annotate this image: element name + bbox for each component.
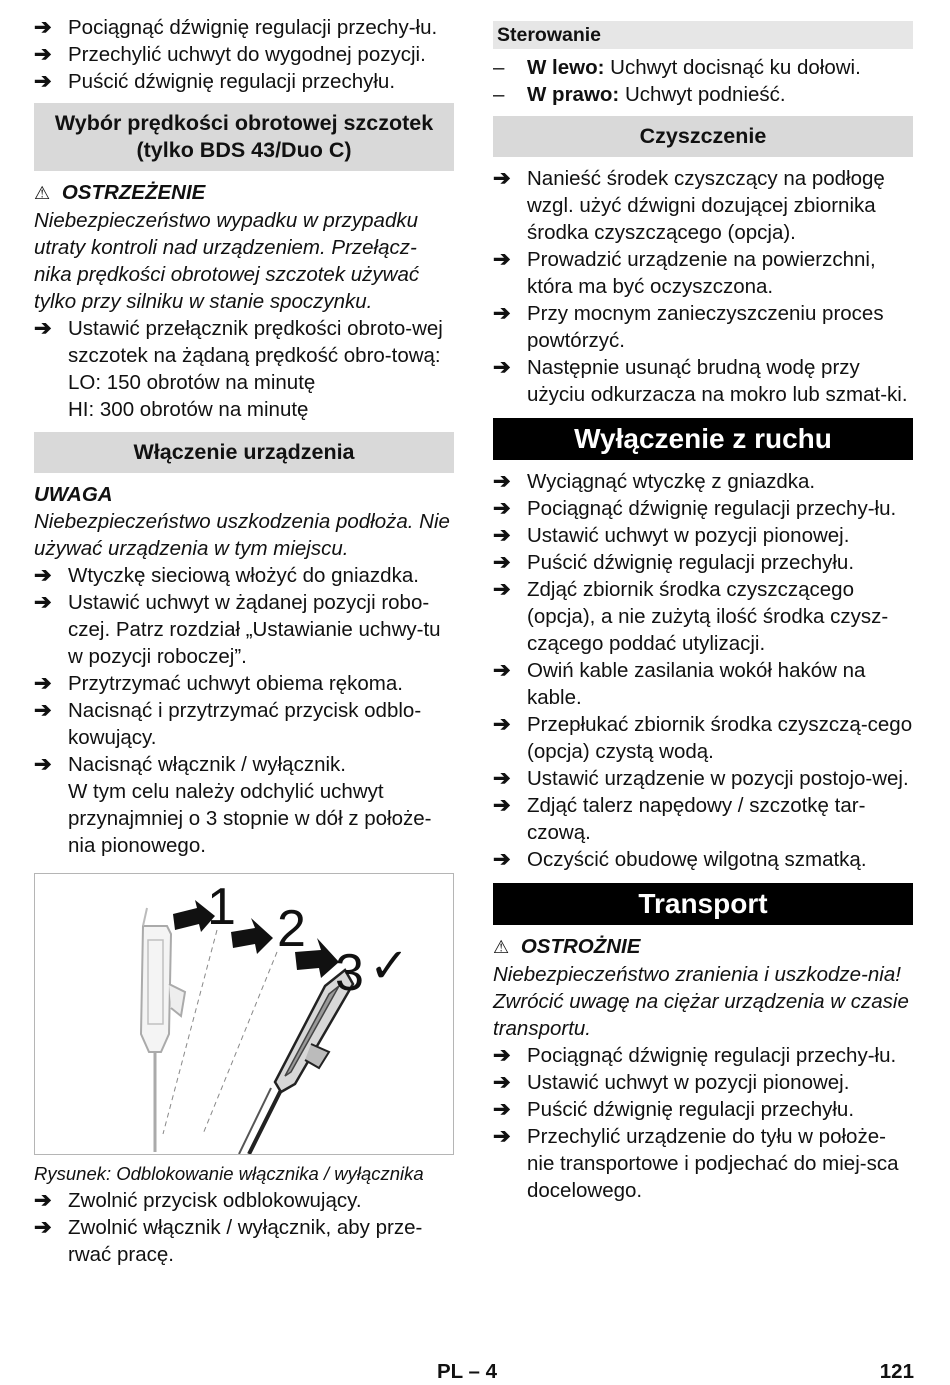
list-item <box>493 468 913 495</box>
step-label-3: 3 <box>335 944 364 1002</box>
warning-title-text: OSTROŻNIE <box>520 935 641 958</box>
list-item-text: Pociągnąć dźwignię regulacji przechy-łu. <box>527 497 897 520</box>
steering-text: Uchwyt docisnąć ku dołowi. <box>604 56 861 79</box>
speed-lo: LO: 150 obrotów na minutę <box>68 371 316 394</box>
list-item <box>34 1187 454 1214</box>
arrow-icon: ➔ <box>34 1189 52 1212</box>
list-item <box>34 315 454 369</box>
arrow-icon: ➔ <box>493 248 511 271</box>
warning-title <box>34 179 454 207</box>
arrow-icon: ➔ <box>493 1125 511 1148</box>
step-label-2: 2 <box>277 900 306 958</box>
steering-direction: W prawo: <box>527 83 620 106</box>
list-item-text: Ustawić uchwyt w pozycji pionowej. <box>527 1071 850 1094</box>
list-item <box>34 41 454 68</box>
dash-icon: – <box>493 83 505 106</box>
arrow-icon: ➔ <box>34 43 52 66</box>
footer-section: PL – 4 <box>437 1360 498 1383</box>
figure-handle-unlock <box>34 873 454 1155</box>
speed-section-heading: Wybór prędkości obrotowej szczotek (tylko BDS 43/Duo C) <box>34 103 454 171</box>
arrow-icon: ➔ <box>493 794 511 817</box>
left-column <box>34 14 454 1268</box>
list-item-text: Puścić dźwignię regulacji przechyłu. <box>527 1098 855 1121</box>
list-item <box>493 1042 913 1069</box>
cleaning-heading: Czyszczenie <box>493 116 913 157</box>
list-item <box>493 246 913 300</box>
dash-icon: – <box>493 56 505 79</box>
shutdown-heading: Wyłączenie z ruchu <box>493 418 913 460</box>
warning-title-text: OSTRZEŻENIE <box>61 181 206 204</box>
list-item <box>493 354 913 408</box>
handle-illustration <box>35 874 453 1154</box>
arrow-icon: ➔ <box>493 302 511 325</box>
extra-text: W tym celu należy odchylić uchwyt przynajmniej o 3 stopnie w dół z położe-nia pionowego. <box>68 780 432 857</box>
list-item <box>34 670 454 697</box>
arrow-icon: ➔ <box>493 767 511 790</box>
arrow-icon: ➔ <box>34 753 52 776</box>
arrow-icon: ➔ <box>34 16 52 39</box>
list-item <box>493 576 913 657</box>
arrow-icon: ➔ <box>34 70 52 93</box>
note-title: UWAGA <box>34 483 113 506</box>
list-item-text: Zdjąć zbiornik środka czyszczącego (opcja), a nie zużytą ilość środka czysz-czącego poddać utylizacji. <box>527 578 889 655</box>
list-item-text: Następnie usunąć brudną wodę przy użyciu odkurzacza na mokro lub szmat-ki. <box>527 356 908 406</box>
step-arrow-2 <box>231 918 273 954</box>
step-label-1: 1 <box>207 878 236 936</box>
arrow-icon: ➔ <box>34 699 52 722</box>
list-item-text: Zwolnić przycisk odblokowujący. <box>68 1189 362 1212</box>
list-item-text: Wyciągnąć wtyczkę z gniazdka. <box>527 470 816 493</box>
warning-title <box>493 933 913 961</box>
arrow-icon: ➔ <box>493 356 511 379</box>
arrow-icon: ➔ <box>34 1216 52 1239</box>
list-item-text: Nacisnąć włącznik / wyłącznik. <box>68 753 346 776</box>
list-item <box>493 165 913 246</box>
list-item <box>34 562 454 589</box>
warning-icon: ⚠ <box>493 937 510 957</box>
list-item-text: Przepłukać zbiornik środka czyszczą-cego (opcja) czystą wodą. <box>527 713 913 763</box>
start-section-heading: Włączenie urządzenia <box>34 432 454 473</box>
list-item <box>493 765 913 792</box>
list-item-text: Nanieść środek czyszczący na podłogę wzgl. użyć dźwigni dozującej zbiornika środka czyszczącego (opcja). <box>527 167 885 244</box>
list-item-text: Przy mocnym zanieczyszczeniu proces powtórzyć. <box>527 302 884 352</box>
arrow-icon: ➔ <box>493 1044 511 1067</box>
list-item <box>493 1096 913 1123</box>
check-icon: ✓ <box>369 938 410 994</box>
list-item <box>493 1123 913 1204</box>
arrow-icon: ➔ <box>493 470 511 493</box>
steering-direction: W lewo: <box>527 56 605 79</box>
arrow-icon: ➔ <box>34 591 52 614</box>
arrow-icon: ➔ <box>34 317 52 340</box>
list-item-text: Przechylić urządzenie do tyłu w położe-nie transportowe i podjechać do miej-sca docelowego. <box>527 1125 899 1202</box>
transport-heading: Transport <box>493 883 913 925</box>
list-item <box>34 1214 454 1268</box>
list-item-text: Pociągnąć dźwignię regulacji przechy-łu. <box>68 16 438 39</box>
list-item-text: Zdjąć talerz napędowy / szczotkę tar-czową. <box>527 794 866 844</box>
arrow-icon: ➔ <box>493 659 511 682</box>
list-item <box>493 657 913 711</box>
top-list <box>34 14 454 95</box>
list-item-text: Ustawić przełącznik prędkości obroto-wej szczotek na żądaną prędkość obro-tową: <box>68 317 443 367</box>
list-item-text: Prowadzić urządzenie na powierzchni, która ma być oczyszczona. <box>527 248 876 298</box>
list-item-text: Wtyczkę sieciową włożyć do gniazdka. <box>68 564 419 587</box>
list-item <box>493 522 913 549</box>
arrow-icon: ➔ <box>493 578 511 601</box>
list-item-text: Nacisnąć i przytrzymać przycisk odblo-kowujący. <box>68 699 422 749</box>
right-column <box>493 21 913 1204</box>
warning-text: Niebezpieczeństwo zranienia i uszkodze-nia! Zwrócić uwagę na ciężar urządzenia w czasie transportu. <box>493 963 909 1040</box>
list-item-text: Pociągnąć dźwignię regulacji przechy-łu. <box>527 1044 897 1067</box>
arrow-icon: ➔ <box>493 551 511 574</box>
list-item <box>493 846 913 873</box>
arrow-icon: ➔ <box>493 524 511 547</box>
warning-text: Niebezpieczeństwo wypadku w przypadku utraty kontroli nad urządzeniem. Przełącz-nika prędkości obrotowej szczotek używać tylko przy silniku w stanie spoczynku. <box>34 209 420 313</box>
list-item <box>493 300 913 354</box>
arrow-icon: ➔ <box>493 713 511 736</box>
list-item-text: Oczyścić obudowę wilgotną szmatką. <box>527 848 867 871</box>
steering-item <box>493 81 913 108</box>
speed-hi: HI: 300 obrotów na minutę <box>68 398 309 421</box>
list-item-text: Ustawić uchwyt w żądanej pozycji robo-czej. Patrz rozdział „Ustawianie uchwy-tu w pozycji roboczej”. <box>68 591 441 668</box>
arrow-icon: ➔ <box>493 1098 511 1121</box>
list-item <box>493 549 913 576</box>
arrow-icon: ➔ <box>493 848 511 871</box>
list-item <box>493 1069 913 1096</box>
list-item <box>34 697 454 751</box>
note-text: Niebezpieczeństwo uszkodzenia podłoża. Nie używać urządzenia w tym miejscu. <box>34 510 450 560</box>
list-item <box>34 589 454 670</box>
list-item <box>34 14 454 41</box>
figure-caption: Rysunek: Odblokowanie włącznika / wyłącznika <box>34 1163 424 1184</box>
list-item-text: Owiń kable zasilania wokół haków na kable. <box>527 659 866 709</box>
list-item <box>34 751 454 778</box>
arrow-icon: ➔ <box>493 497 511 520</box>
start-list <box>34 562 454 859</box>
list-item-text: Ustawić uchwyt w pozycji pionowej. <box>527 524 850 547</box>
list-item <box>493 711 913 765</box>
steering-text: Uchwyt podnieść. <box>619 83 786 106</box>
arrow-icon: ➔ <box>34 564 52 587</box>
list-item-text: Zwolnić włącznik / wyłącznik, aby prze-rwać pracę. <box>68 1216 423 1266</box>
list-item <box>493 792 913 846</box>
warning-icon: ⚠ <box>34 183 51 203</box>
list-item-text: Ustawić urządzenie w pozycji postojo-wej. <box>527 767 909 790</box>
list-item-text: Puścić dźwignię regulacji przechyłu. <box>527 551 855 574</box>
arrow-icon: ➔ <box>34 672 52 695</box>
steering-item <box>493 54 913 81</box>
list-item <box>34 68 454 95</box>
list-item-text: Przechylić uchwyt do wygodnej pozycji. <box>68 43 426 66</box>
page-number: 121 <box>879 1360 914 1383</box>
list-item <box>493 495 913 522</box>
arrow-icon: ➔ <box>493 167 511 190</box>
list-item-text: Przytrzymać uchwyt obiema rękoma. <box>68 672 403 695</box>
steering-heading: Sterowanie <box>493 21 913 49</box>
arrow-icon: ➔ <box>493 1071 511 1094</box>
list-item-text: Puścić dźwignię regulacji przechyłu. <box>68 70 396 93</box>
